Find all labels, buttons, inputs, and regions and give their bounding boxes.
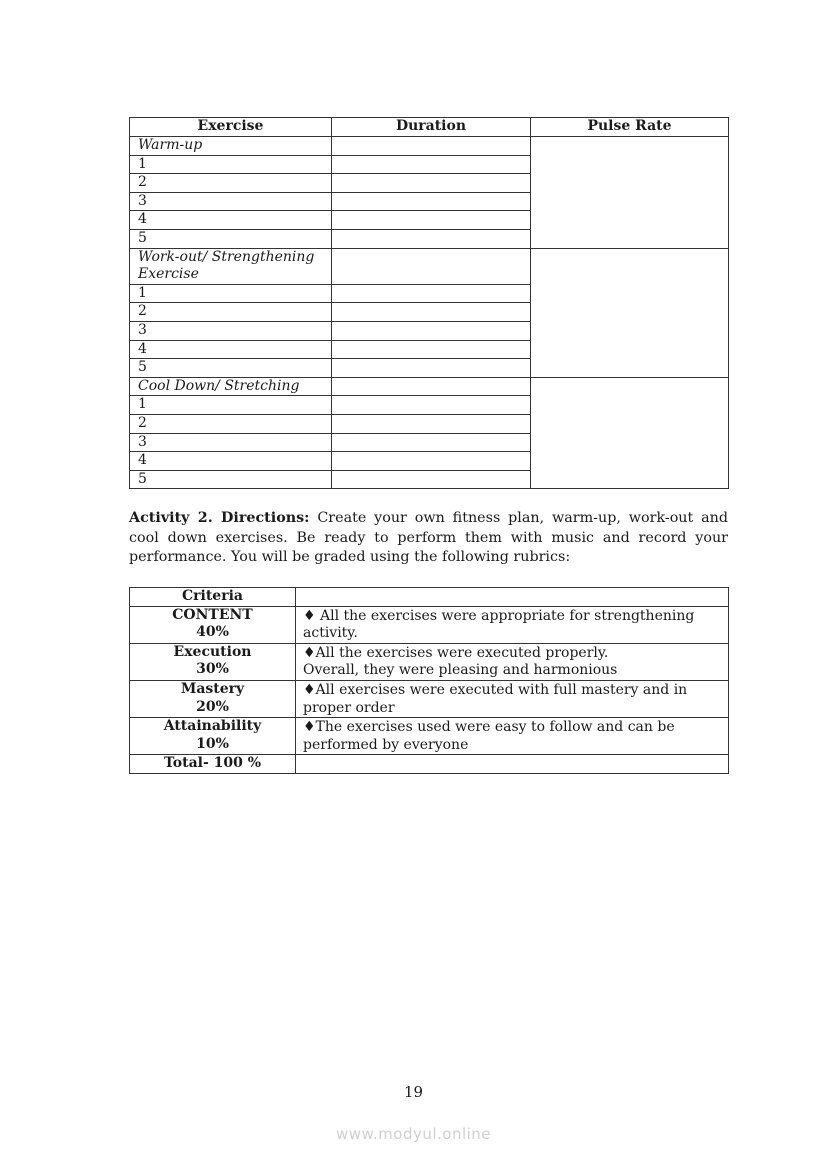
section-title-work-out: Work-out/ Strengthening Exercise [130, 248, 332, 284]
duration-cell [332, 452, 531, 471]
row-number: 4 [130, 340, 332, 359]
row-number: 2 [130, 414, 332, 433]
row-number: 4 [130, 211, 332, 230]
table-header-row [130, 118, 729, 137]
duration-cell [332, 377, 531, 396]
criteria-cell [130, 680, 296, 717]
criteria-cell [130, 643, 296, 680]
pulse-rate-cell-warm-up [531, 137, 729, 249]
criteria-description-line: ♦All the exercises were executed properly. [303, 644, 609, 661]
duration-cell [332, 137, 531, 156]
criteria-name: CONTENT [172, 606, 253, 623]
row-number: 2 [130, 174, 332, 193]
watermark: www.modyul.online [335, 1125, 492, 1143]
rubric-header-row [130, 588, 729, 607]
criteria-header: Criteria [130, 588, 296, 607]
activity-directions [129, 509, 728, 568]
row-number: 1 [130, 396, 332, 415]
duration-cell [332, 414, 531, 433]
criteria-description: ♦The exercises used were easy to follow and can be performed by everyone [296, 718, 729, 755]
row-number: 4 [130, 452, 332, 471]
duration-cell [332, 174, 531, 193]
section-title-warm-up: Warm-up [130, 137, 332, 156]
criteria-name: Attainability [163, 718, 262, 735]
row-number: 1 [130, 155, 332, 174]
criteria-cell [130, 606, 296, 643]
rubric-table [129, 587, 729, 774]
pulse-rate-cell-cool-down [531, 377, 729, 489]
row-number: 1 [130, 284, 332, 303]
section-title-cool-down: Cool Down/ Stretching [130, 377, 332, 396]
duration-cell [332, 192, 531, 211]
criteria-weight: 20% [196, 698, 229, 715]
fitness-plan-table [129, 117, 729, 489]
criteria-cell [130, 718, 296, 755]
rubric-row [130, 680, 729, 717]
header-pulse-rate: Pulse Rate [531, 118, 729, 137]
duration-cell [332, 359, 531, 378]
page-number: 19 [403, 1083, 424, 1101]
criteria-weight: 30% [196, 661, 229, 678]
duration-cell [332, 340, 531, 359]
criteria-description: ♦All exercises were executed with full mastery and in proper order [296, 680, 729, 717]
duration-cell [332, 248, 531, 284]
duration-cell [332, 396, 531, 415]
duration-cell [332, 211, 531, 230]
row-number: 5 [130, 359, 332, 378]
duration-cell [332, 155, 531, 174]
description-header [296, 588, 729, 607]
row-number: 5 [130, 470, 332, 489]
duration-cell [332, 284, 531, 303]
header-duration: Duration [332, 118, 531, 137]
duration-cell [332, 229, 531, 248]
row-number: 3 [130, 192, 332, 211]
rubric-row [130, 606, 729, 643]
table-row [130, 137, 729, 156]
criteria-name: Execution [173, 643, 252, 660]
header-exercise: Exercise [130, 118, 332, 137]
row-number: 2 [130, 303, 332, 322]
rubric-row [130, 643, 729, 680]
table-row [130, 248, 729, 284]
total-description [296, 755, 729, 774]
total-cell: Total- 100 % [130, 755, 296, 774]
criteria-weight: 10% [196, 735, 229, 752]
pulse-rate-cell-work-out [531, 248, 729, 377]
duration-cell [332, 433, 531, 452]
activity-text: Create your own fitness plan, warm-up, work-out and cool down exercises. Be ready to perform them with music and record your performance. You will be graded using the following rubrics: [129, 510, 728, 565]
rubric-total-row [130, 755, 729, 774]
criteria-description-line: Overall, they were pleasing and harmonious [303, 662, 618, 679]
criteria-description [296, 643, 729, 680]
duration-cell [332, 321, 531, 340]
duration-cell [332, 303, 531, 322]
criteria-description: ♦ All the exercises were appropriate for strengthening activity. [296, 606, 729, 643]
duration-cell [332, 470, 531, 489]
row-number: 5 [130, 229, 332, 248]
criteria-weight: 40% [196, 624, 229, 641]
row-number: 3 [130, 433, 332, 452]
activity-label: Activity 2. Directions: [129, 510, 310, 526]
row-number: 3 [130, 321, 332, 340]
table-row [130, 377, 729, 396]
rubric-row [130, 718, 729, 755]
criteria-name: Mastery [180, 680, 245, 697]
